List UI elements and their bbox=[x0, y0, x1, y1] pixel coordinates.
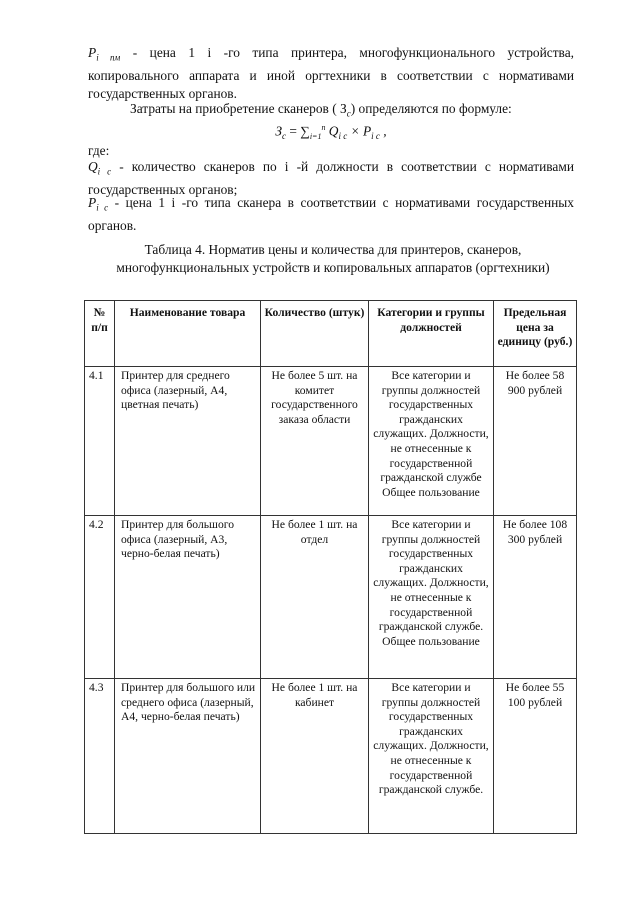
q-text: - количество сканеров по i -й должности в соответствии с нормативами государственных органов; bbox=[88, 159, 574, 198]
formula-sum: = ∑ bbox=[286, 123, 310, 139]
table-row bbox=[85, 679, 577, 834]
p-i-pm-symbol: P bbox=[88, 45, 97, 60]
cell-price: Не более 55 100 рублей bbox=[494, 679, 577, 834]
scanner-costs-text: Затраты на приобретение сканеров ( З bbox=[130, 101, 347, 116]
header-name: Наименование товара bbox=[115, 301, 261, 367]
cell-cat: Все категории и группы должностей государственных гражданских служащих. Должности, не отнесенные к государственной гражданской службе Общее пользование bbox=[369, 367, 494, 516]
p-i-pm-sub: i пм bbox=[96, 52, 121, 63]
formula-p-sub: i c bbox=[371, 131, 380, 142]
formula-q-sub: i c bbox=[338, 131, 348, 142]
p-i-pm-text: - цена 1 i -го типа принтера, многофункционального устройства, копировального аппарата и иной оргтехники в соответствии с нормативами государственных органов. bbox=[88, 45, 574, 101]
cell-name: Принтер для большого или среднего офиса (лазерный, А4, черно-белая печать) bbox=[115, 679, 261, 834]
p-symbol: P bbox=[88, 195, 97, 210]
table-caption: Таблица 4. Норматив цены и количества для принтеров, сканеров, многофункциональных устройств и копировальных аппаратов (оргтехники) bbox=[116, 242, 550, 275]
cell-num: 4.1 bbox=[85, 367, 115, 516]
paragraph-q-ic bbox=[88, 158, 574, 199]
header-cat: Категории и группы должностей bbox=[369, 301, 494, 367]
norm-table bbox=[84, 300, 577, 834]
formula-p: × P bbox=[347, 123, 372, 139]
cell-name: Принтер для среднего офиса (лазерный, А4, цветная печать) bbox=[115, 367, 261, 516]
formula-sum-sub: i=1 bbox=[309, 132, 322, 142]
formula-sum-sup: n bbox=[321, 123, 326, 132]
where-label: где: bbox=[88, 143, 110, 158]
paragraph-p-ic bbox=[88, 194, 574, 235]
cell-price: Не более 108 300 рублей bbox=[494, 516, 577, 679]
cell-cat: Все категории и группы должностей государственных гражданских служащих. Должности, не отнесенные к государственной гражданской службе. Общее пользование bbox=[369, 516, 494, 679]
formula-z: З bbox=[275, 123, 283, 139]
formula-q: Q bbox=[325, 123, 339, 139]
q-symbol: Q bbox=[88, 159, 98, 174]
cell-qty: Не более 1 шт. на отдел bbox=[261, 516, 369, 679]
cell-name: Принтер для большого офиса (лазерный, А3, черно-белая печать) bbox=[115, 516, 261, 679]
cell-price: Не более 58 900 рублей bbox=[494, 367, 577, 516]
header-qty: Количество (штук) bbox=[261, 301, 369, 367]
cell-num: 4.2 bbox=[85, 516, 115, 679]
cell-qty: Не более 1 шт. на кабинет bbox=[261, 679, 369, 834]
scanner-costs-sub: c bbox=[346, 108, 351, 119]
cell-num: 4.3 bbox=[85, 679, 115, 834]
table-header-row bbox=[85, 301, 577, 367]
cell-qty: Не более 5 шт. на комитет государственного заказа области bbox=[261, 367, 369, 516]
table-row bbox=[85, 367, 577, 516]
header-num: № п/п bbox=[85, 301, 115, 367]
p-text: - цена 1 i -го типа сканера в соответствии с нормативами государственных органов. bbox=[88, 195, 574, 234]
cell-cat: Все категории и группы должностей государственных гражданских служащих. Должности, не отнесенные к государственной гражданской службе. bbox=[369, 679, 494, 834]
scanner-formula bbox=[88, 119, 574, 145]
formula-z-sub: c bbox=[282, 131, 287, 142]
q-sub: i c bbox=[97, 166, 112, 177]
formula-end: , bbox=[379, 123, 387, 139]
p-sub: i c bbox=[96, 202, 109, 213]
paragraph-p-i-pm bbox=[88, 44, 574, 102]
scanner-costs-end: ) определяются по формуле: bbox=[350, 101, 512, 116]
header-price: Предельная цена за единицу (руб.) bbox=[494, 301, 577, 367]
table-row bbox=[85, 516, 577, 679]
